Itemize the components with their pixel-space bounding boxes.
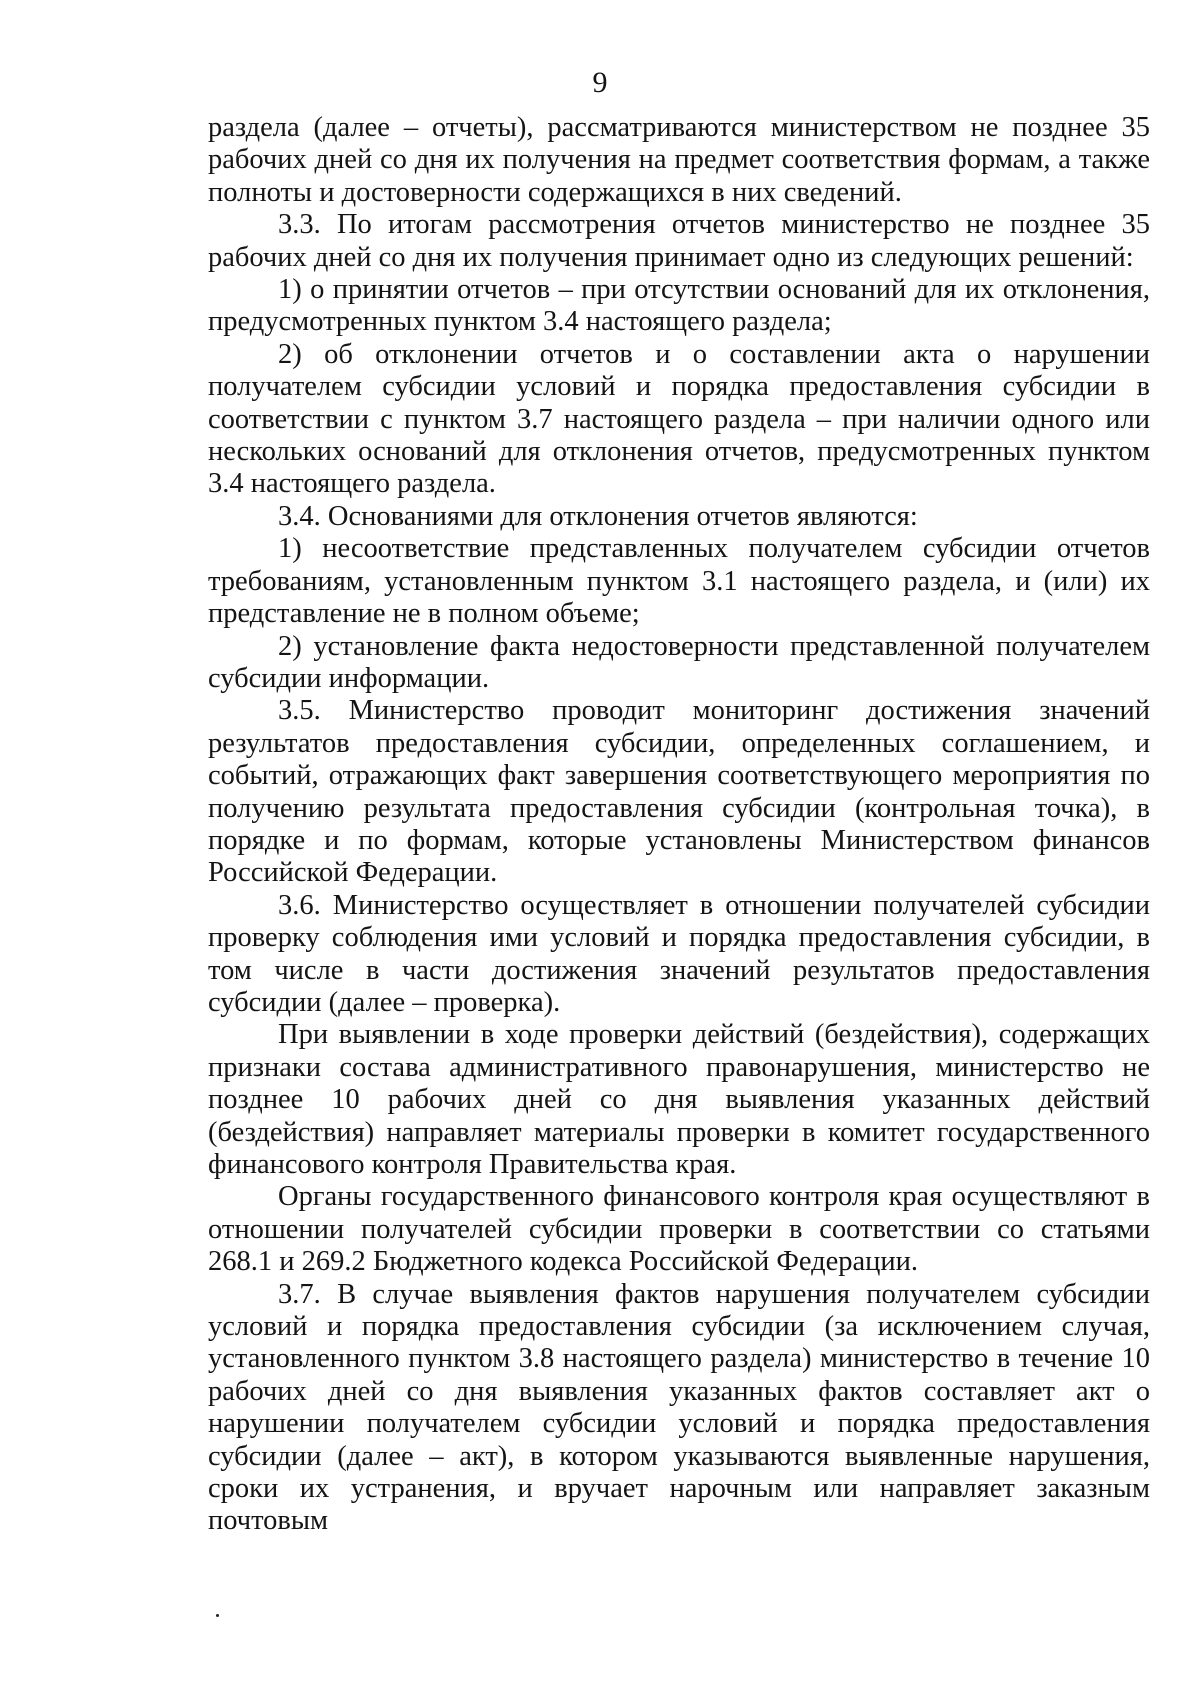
paragraph: 3.4. Основаниями для отклонения отчетов являются:: [278, 500, 918, 532]
paragraph: 3.3. По итогам рассмотрения отчетов министерство не позднее 35 рабочих дней со дня их получения принимает одно из следующих решений:: [208, 209, 1150, 273]
document-body: [208, 112, 1150, 1538]
paragraph: раздела (далее – отчеты), рассматриваются министерством не позднее 35 рабочих дней со дня их получения на предмет соответствия формам, а также полноты и достоверности содержащихся в них сведений.: [208, 112, 1150, 208]
paragraph: При выявлении в ходе проверки действий (бездействия), содержащих признаки состава административного правонарушения, министерство не позднее 10 рабочих дней со дня выявления указанных действий (бездействия) направляет материалы проверки в комитет государственного финансового контроля Правительства края.: [208, 1019, 1150, 1180]
paragraph: 2) об отклонении отчетов и о составлении акта о нарушении получателем субсидии условий и порядка предоставления субсидии в соответствии с пунктом 3.7 настоящего раздела – при наличии одного или нескольких оснований для отклонения отчетов, предусмотренных пунктом 3.4 настоящего раздела.: [208, 338, 1150, 500]
paragraph: 1) о принятии отчетов – при отсутствии оснований для их отклонения, предусмотренных пунктом 3.4 настоящего раздела;: [208, 274, 1150, 338]
paragraph: 3.7. В случае выявления фактов нарушения получателем субсидии условий и порядка предоставления субсидии (за исключением случая, установленного пунктом 3.8 настоящего раздела) министерство в течение 10 рабочих дней со дня выявления указанных фактов составляет акт о нарушении получателем субсидии условий и порядка предоставления субсидии (далее – акт), в котором указываются выявленные нарушения, сроки их устранения, и вручает нарочным или направляет заказным почтовым: [208, 1278, 1150, 1537]
paragraph: 3.6. Министерство осуществляет в отношении получателей субсидии проверку соблюдения ими условий и порядка предоставления субсидии, в том числе в части достижения значений результатов предоставления субсидии (далее – проверка).: [208, 889, 1150, 1018]
paragraph: Органы государственного финансового контроля края осуществляют в отношении получателей субсидии проверки в соответствии со статьями 268.1 и 269.2 Бюджетного кодекса Российской Федерации.: [208, 1181, 1150, 1278]
page-number: 9: [592, 66, 608, 99]
paragraph: 3.5. Министерство проводит мониторинг достижения значений результатов предоставления субсидии, определенных соглашением, и событий, отражающих факт завершения соответствующего мероприятия по получению результата предоставления субсидии (контрольная точка), в порядке и по формам, которые установлены Министерством финансов Российской Федерации.: [208, 695, 1150, 889]
paragraph: 2) установление факта недостоверности представленной получателем субсидии информации.: [208, 630, 1150, 694]
scan-speck: [216, 1614, 219, 1617]
paragraph: 1) несоответствие представленных получателем субсидии отчетов требованиям, установленным пунктом 3.1 настоящего раздела, и (или) их представление не в полном объеме;: [208, 533, 1150, 630]
